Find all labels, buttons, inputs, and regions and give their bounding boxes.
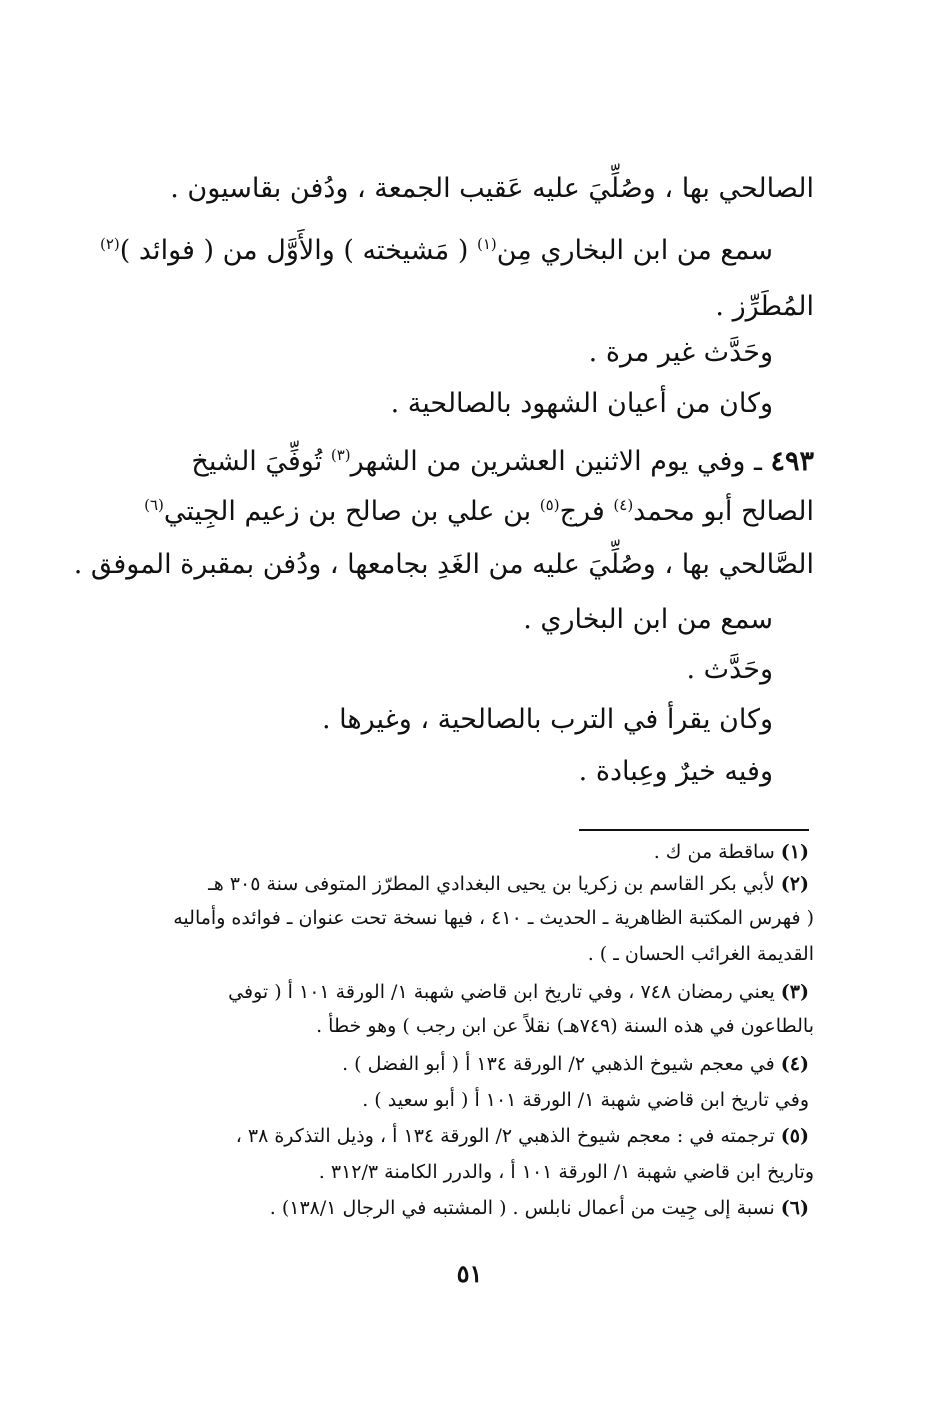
footnote-3 (228, 977, 809, 1007)
footnote-1 (654, 837, 809, 867)
main-line-text: الصالح أبو محمد (633, 496, 814, 527)
footnote-text: نسبة إلى جِيت من أعمال نابلس . ( المشتبه في الرجال ١٣٨/١) . (269, 1197, 781, 1219)
footnote-text: في معجم شيوخ الذهبي ٢/ الورقة ١٣٤ أ ( أبو الفضل ) . (342, 1053, 781, 1075)
footnote-2-cont-1 (173, 903, 814, 933)
main-line-text: بن علي بن صالح بن زعيم الجِيتي (163, 496, 540, 527)
main-line-text: وكان من أعيان الشهود بالصالحية . (390, 388, 773, 419)
footnote-4 (342, 1049, 809, 1079)
page-number: ٥١ (456, 1259, 483, 1288)
main-line-text: وحَدَّث . (686, 654, 773, 685)
entry-heading-line (191, 442, 814, 482)
footnote-text: ترجمته في : معجم شيوخ الذهبي ٢/ الورقة ١٣٤ أ ، وذيل التذكرة ٣٨ ، (235, 1125, 781, 1147)
main-line-4 (589, 333, 773, 373)
main-line-text: فرج (559, 496, 614, 527)
main-line-5 (391, 384, 773, 424)
footnote-ref[interactable]: (١) (476, 235, 497, 253)
footnote-number: (٦) (780, 1197, 809, 1219)
footnote-number: (١) (780, 841, 809, 863)
footnote-5-cont (319, 1157, 814, 1187)
main-line-text: تُوفِّيَ الشيخ (191, 446, 331, 477)
footnote-text: وتاريخ ابن قاضي شهبة ١/ الورقة ١٠١ أ ، والدرر الكامنة ٣١٢/٣ . (318, 1161, 814, 1183)
main-line-text: وكان يقرأ في الترب بالصالحية ، وغيرها . (321, 704, 773, 735)
main-line-3 (715, 287, 814, 327)
footnote-number: (٣) (780, 981, 809, 1003)
main-line-7 (144, 492, 814, 532)
main-line-text: الصَّالحي بها ، وصُلِّيَ عليه من الغَدِ بجامعها ، ودُفن بمقبرة الموفق . (73, 549, 814, 580)
main-line-text: وحَدَّث غير مرة . (588, 337, 773, 368)
footnote-ref[interactable]: (٣) (330, 446, 351, 464)
footnote-ref[interactable]: (٦) (144, 496, 164, 514)
footnote-text: يعني رمضان ٧٤٨ ، وفي تاريخ ابن قاضي شهبة ١/ الورقة ١٠١ أ ( توفي (228, 981, 781, 1003)
footnote-text: ( فهرس المكتبة الظاهرية ـ الحديث ـ ٤١٠ ، فيها نسخة تحت عنوان ـ فوائده وأماليه (173, 907, 814, 929)
footnote-text: لأبي بكر القاسم بن زكريا بن يحيى البغدادي المطرّز المتوفى سنة ٣٠٥ هـ (208, 873, 781, 895)
main-line-1 (170, 169, 814, 209)
main-line-2 (100, 231, 773, 271)
entry-number: ٤٩٣ (770, 446, 814, 477)
main-line-text: المُطَرِّز . (715, 291, 814, 322)
main-line-text: سمع من ابن البخاري مِن (496, 235, 773, 266)
footnote-2-cont-2 (588, 939, 814, 969)
footnote-ref[interactable]: (٤) (613, 496, 634, 514)
footnote-4-cont (362, 1085, 809, 1115)
footnote-number: (٢) (780, 873, 809, 895)
footnote-text: بالطاعون في هذه السنة (٧٤٩هـ) نقلاً عن ابن رجب ) وهو خطأ . (316, 1015, 814, 1037)
main-line-text: ( مَشيخته ) والأَوَّل من ( فوائد ) (119, 235, 477, 266)
footnote-5 (236, 1121, 809, 1151)
main-line-8 (74, 545, 814, 585)
footnote-text: ساقطة من ك . (653, 841, 781, 863)
main-line-10 (687, 650, 773, 690)
main-line-text: الصالحي بها ، وصُلِّيَ عليه عَقيب الجمعة ، ودُفن بقاسيون . (170, 173, 814, 204)
footnote-number: (٥) (780, 1125, 809, 1147)
footnote-3-cont (316, 1011, 814, 1041)
footnote-ref[interactable]: (٢) (99, 235, 120, 253)
footnote-text: القديمة الغرائب الحسان ـ ) . (587, 943, 814, 965)
footnote-separator (579, 829, 809, 831)
main-line-12 (579, 752, 773, 792)
footnote-number: (٤) (780, 1053, 809, 1075)
main-line-text: ـ وفي يوم الاثنين العشرين من الشهر (350, 446, 771, 477)
main-line-9 (523, 600, 773, 640)
footnote-2 (208, 869, 809, 899)
footnote-text: وفي تاريخ ابن قاضي شهبة ١/ الورقة ١٠١ أ ( أبو سعيد ) . (362, 1089, 809, 1111)
footnote-6 (270, 1193, 809, 1223)
main-line-11 (322, 700, 773, 740)
main-line-text: وفيه خيرٌ وعِبادة . (578, 756, 773, 787)
main-line-text: سمع من ابن البخاري . (523, 604, 773, 635)
footnote-ref[interactable]: (٥) (539, 496, 560, 514)
